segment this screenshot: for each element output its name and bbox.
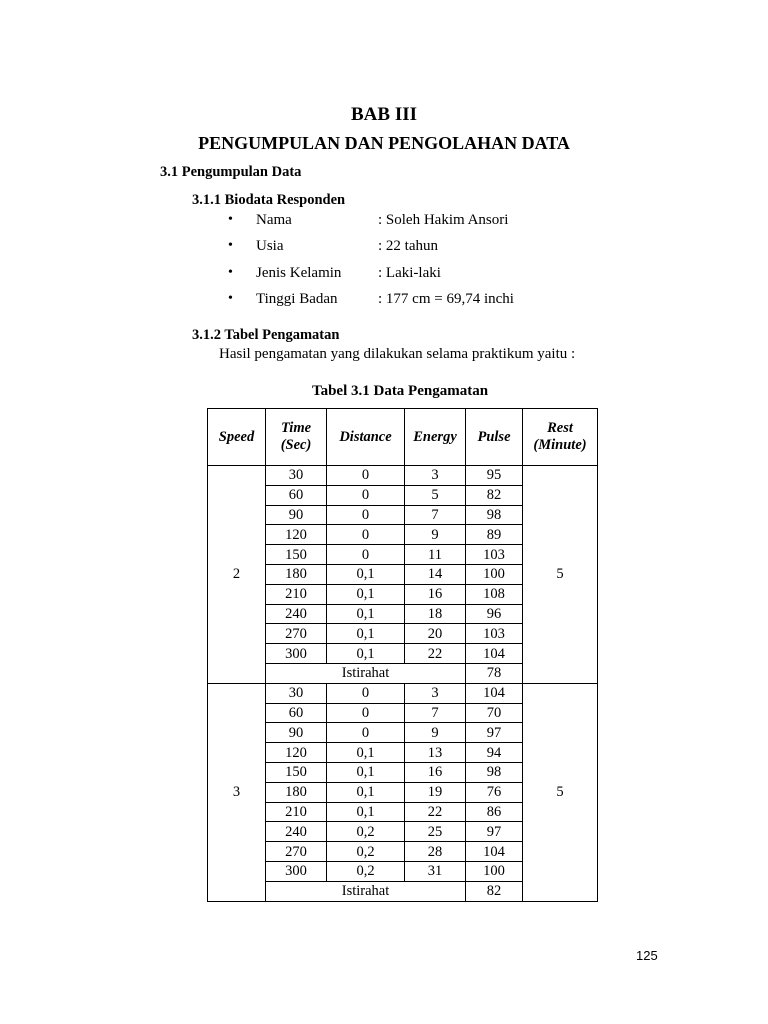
pulse-cell: 96 — [466, 604, 523, 624]
distance-cell: 0 — [327, 545, 405, 565]
rest-cell: 5 — [523, 466, 598, 684]
distance-cell: 0,2 — [327, 861, 405, 881]
time-cell: 300 — [266, 644, 327, 664]
biodata-value: : 22 tahun — [378, 238, 438, 254]
pulse-cell: 89 — [466, 525, 523, 545]
time-cell: 180 — [266, 564, 327, 584]
chapter-heading: BAB III — [351, 104, 417, 125]
energy-cell: 9 — [405, 525, 466, 545]
energy-cell: 31 — [405, 861, 466, 881]
time-cell: 150 — [266, 762, 327, 782]
distance-cell: 0,1 — [327, 743, 405, 763]
distance-cell: 0,2 — [327, 842, 405, 862]
time-cell: 60 — [266, 703, 327, 723]
subsection-biodata-heading: 3.1.1 Biodata Responden — [192, 192, 346, 208]
energy-cell: 7 — [405, 505, 466, 525]
pulse-cell: 100 — [466, 861, 523, 881]
pulse-cell: 104 — [466, 644, 523, 664]
distance-cell: 0 — [327, 703, 405, 723]
energy-cell: 22 — [405, 802, 466, 822]
time-cell: 90 — [266, 505, 327, 525]
pulse-cell: 97 — [466, 822, 523, 842]
energy-cell: 14 — [405, 564, 466, 584]
time-cell: 270 — [266, 842, 327, 862]
time-cell: 30 — [266, 466, 327, 486]
energy-cell: 28 — [405, 842, 466, 862]
energy-cell: 22 — [405, 644, 466, 664]
page-number: 125 — [636, 948, 658, 963]
time-cell: 210 — [266, 802, 327, 822]
time-cell: 120 — [266, 743, 327, 763]
pulse-cell: 98 — [466, 505, 523, 525]
istirahat-pulse: 78 — [466, 663, 523, 683]
biodata-value: : 177 cm = 69,74 inchi — [378, 291, 514, 307]
energy-cell: 9 — [405, 723, 466, 743]
distance-cell: 0 — [327, 525, 405, 545]
distance-cell: 0,1 — [327, 644, 405, 664]
pulse-cell: 97 — [466, 723, 523, 743]
time-cell: 60 — [266, 485, 327, 505]
intro-paragraph: Hasil pengamatan yang dilakukan selama praktikum yaitu : — [219, 346, 576, 362]
bullet-icon: • — [228, 265, 233, 280]
header-energy: Energy — [405, 409, 466, 466]
table-header-row — [208, 409, 598, 466]
pulse-cell: 104 — [466, 842, 523, 862]
distance-cell: 0,1 — [327, 782, 405, 802]
pulse-cell: 94 — [466, 743, 523, 763]
energy-cell: 13 — [405, 743, 466, 763]
distance-cell: 0 — [327, 683, 405, 703]
biodata-label: Nama — [256, 212, 292, 228]
table-row — [208, 683, 598, 703]
istirahat-pulse: 82 — [466, 881, 523, 901]
header-distance: Distance — [327, 409, 405, 466]
time-cell: 210 — [266, 584, 327, 604]
pulse-cell: 100 — [466, 564, 523, 584]
header-time: Time (Sec) — [266, 409, 327, 466]
energy-cell: 16 — [405, 762, 466, 782]
energy-cell: 11 — [405, 545, 466, 565]
speed-cell: 2 — [208, 466, 266, 684]
distance-cell: 0 — [327, 466, 405, 486]
pulse-cell: 103 — [466, 624, 523, 644]
time-cell: 240 — [266, 604, 327, 624]
pulse-cell: 108 — [466, 584, 523, 604]
header-pulse: Pulse — [466, 409, 523, 466]
distance-cell: 0 — [327, 723, 405, 743]
observation-table — [207, 408, 598, 902]
pulse-cell: 98 — [466, 762, 523, 782]
bullet-icon: • — [228, 212, 233, 227]
time-cell: 240 — [266, 822, 327, 842]
energy-cell: 3 — [405, 683, 466, 703]
biodata-label: Usia — [256, 238, 284, 254]
distance-cell: 0,1 — [327, 624, 405, 644]
section-heading: 3.1 Pengumpulan Data — [160, 164, 302, 180]
distance-cell: 0 — [327, 505, 405, 525]
energy-cell: 3 — [405, 466, 466, 486]
energy-cell: 18 — [405, 604, 466, 624]
bullet-icon: • — [228, 291, 233, 306]
istirahat-label: Istirahat — [266, 663, 466, 683]
header-rest: Rest (Minute) — [523, 409, 598, 466]
chapter-title: PENGUMPULAN DAN PENGOLAHAN DATA — [198, 133, 570, 153]
time-cell: 180 — [266, 782, 327, 802]
istirahat-label: Istirahat — [266, 881, 466, 901]
distance-cell: 0,1 — [327, 584, 405, 604]
table-caption: Tabel 3.1 Data Pengamatan — [311, 383, 489, 399]
pulse-cell: 70 — [466, 703, 523, 723]
distance-cell: 0 — [327, 485, 405, 505]
time-cell: 30 — [266, 683, 327, 703]
rest-cell: 5 — [523, 683, 598, 901]
distance-cell: 0,1 — [327, 564, 405, 584]
biodata-value: : Laki-laki — [378, 265, 441, 281]
energy-cell: 19 — [405, 782, 466, 802]
distance-cell: 0,1 — [327, 604, 405, 624]
bullet-icon: • — [228, 238, 233, 253]
biodata-label: Jenis Kelamin — [256, 265, 342, 281]
time-cell: 120 — [266, 525, 327, 545]
biodata-value: : Soleh Hakim Ansori — [378, 212, 509, 228]
subsection-table-heading: 3.1.2 Tabel Pengamatan — [192, 327, 340, 343]
pulse-cell: 103 — [466, 545, 523, 565]
pulse-cell: 82 — [466, 485, 523, 505]
speed-cell: 3 — [208, 683, 266, 901]
energy-cell: 20 — [405, 624, 466, 644]
pulse-cell: 95 — [466, 466, 523, 486]
energy-cell: 7 — [405, 703, 466, 723]
energy-cell: 5 — [405, 485, 466, 505]
table-row — [208, 466, 598, 486]
distance-cell: 0,2 — [327, 822, 405, 842]
time-cell: 270 — [266, 624, 327, 644]
distance-cell: 0,1 — [327, 802, 405, 822]
energy-cell: 25 — [405, 822, 466, 842]
header-speed: Speed — [208, 409, 266, 466]
time-cell: 90 — [266, 723, 327, 743]
energy-cell: 16 — [405, 584, 466, 604]
pulse-cell: 104 — [466, 683, 523, 703]
pulse-cell: 76 — [466, 782, 523, 802]
biodata-label: Tinggi Badan — [256, 291, 338, 307]
distance-cell: 0,1 — [327, 762, 405, 782]
pulse-cell: 86 — [466, 802, 523, 822]
time-cell: 150 — [266, 545, 327, 565]
time-cell: 300 — [266, 861, 327, 881]
